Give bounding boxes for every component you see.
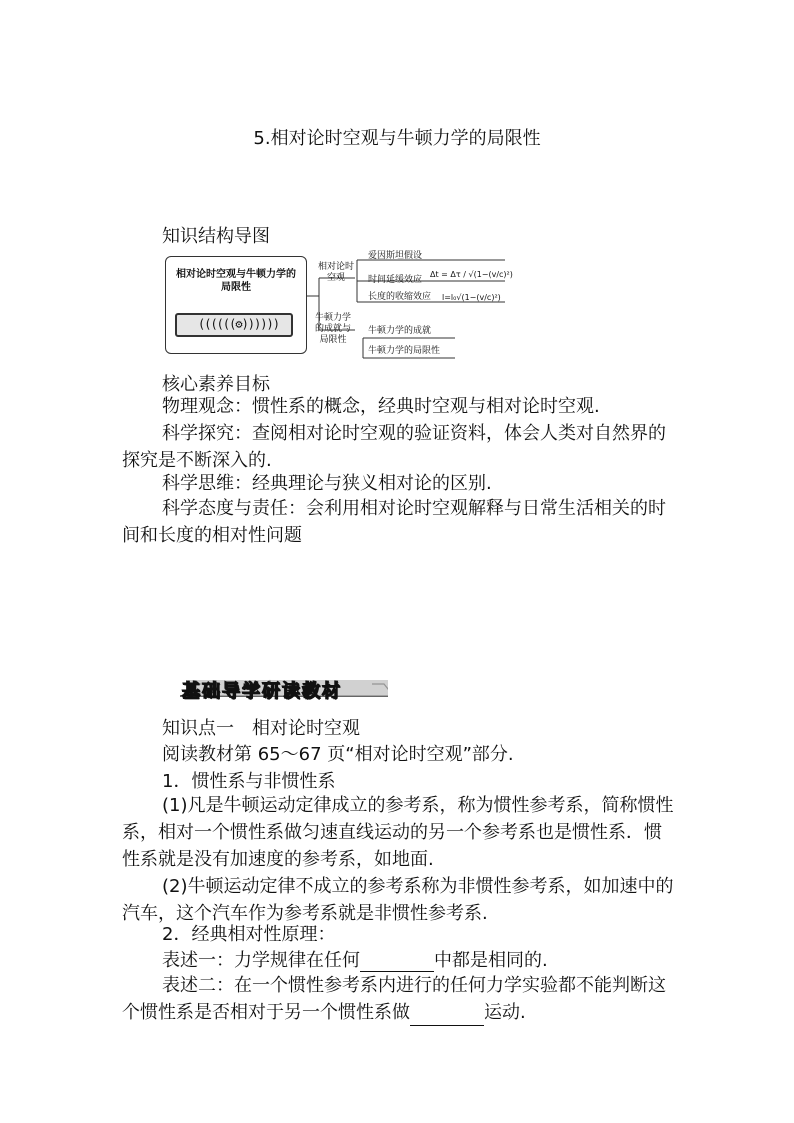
goal-item: 科学态度与责任：会利用相对论时空观解释与日常生活相关的时间和长度的相对性问题: [122, 498, 666, 546]
section-1-heading: 1．惯性系与非惯性系: [162, 771, 336, 792]
statement-2: [122, 972, 678, 1026]
goals-heading: 核心素养目标: [162, 374, 270, 395]
statement-1-suffix: 中都是相同的.: [434, 950, 548, 971]
section-1-paragraph-2: (2)牛顿运动定律不成立的参考系称为非惯性参考系，如加速中的汽车，这个汽车作为参考系就是非惯性参考系.: [122, 876, 674, 924]
reading-instruction: 阅读教材第 65～67 页“相对论时空观”部分.: [162, 744, 514, 765]
branch-item-length-contraction: 长度的收缩效应: [368, 292, 432, 302]
goal-item: 科学思维：经典理论与狭义相对论的区别.: [162, 473, 492, 494]
branch-item-limitation: 牛顿力学的局限性: [368, 346, 441, 356]
mind-map-root-label: 相对论时空观与牛顿力学的局限性: [176, 269, 296, 293]
goal-item: 物理观念：惯性系的概念，经典时空观与相对论时空观.: [162, 396, 600, 417]
section-2-heading: 2．经典相对性原理：: [162, 924, 336, 945]
statement-1: [162, 946, 548, 972]
branch-item-time-dilation: 时间延缓效应: [368, 275, 423, 285]
formula-time-dilation: Δt = Δτ / √(1−(v/c)²): [430, 270, 513, 279]
page-title: 5.相对论时空观与牛顿力学的局限性: [253, 128, 541, 149]
statement-2-suffix: 运动.: [484, 1002, 526, 1023]
knowledge-point-heading: 知识点一 相对论时空观: [162, 718, 360, 739]
spring-coil-icon: ((((((⚙)))))): [198, 317, 279, 331]
statement-2-prefix: 表述二：在一个惯性参考系内进行的任何力学实验都不能判断这个惯性系是否相对于另一个惯性系做: [122, 975, 666, 1023]
statement-1-prefix: 表述一：力学规律在任何: [162, 950, 360, 971]
fill-in-blank[interactable]: [360, 955, 434, 972]
goal-item: 科学探究：查阅相对论时空观的验证资料，体会人类对自然界的探究是不断深入的.: [122, 423, 666, 471]
fill-in-blank[interactable]: [410, 1009, 484, 1026]
formula-length-contraction: l=l₀√(1−(v/c)²): [442, 293, 501, 302]
branch-item-einstein: 爱因斯坦假设: [368, 251, 423, 261]
branch-newton: 牛顿力学的成就与局限性: [314, 313, 351, 345]
section-1-paragraph-1: (1)凡是牛顿运动定律成立的参考系，称为惯性参考系，简称惯性系，相对一个惯性系做匀速直线运动的另一个参考系也是惯性系．惯性系就是没有加速度的参考系，如地面.: [122, 795, 674, 870]
section-banner-title: 基础导学研读教材: [182, 681, 342, 702]
branch-relativity: 相对论时空观: [318, 262, 355, 283]
map-heading: 知识结构导图: [162, 226, 270, 247]
branch-item-achievement: 牛顿力学的成就: [368, 326, 432, 336]
